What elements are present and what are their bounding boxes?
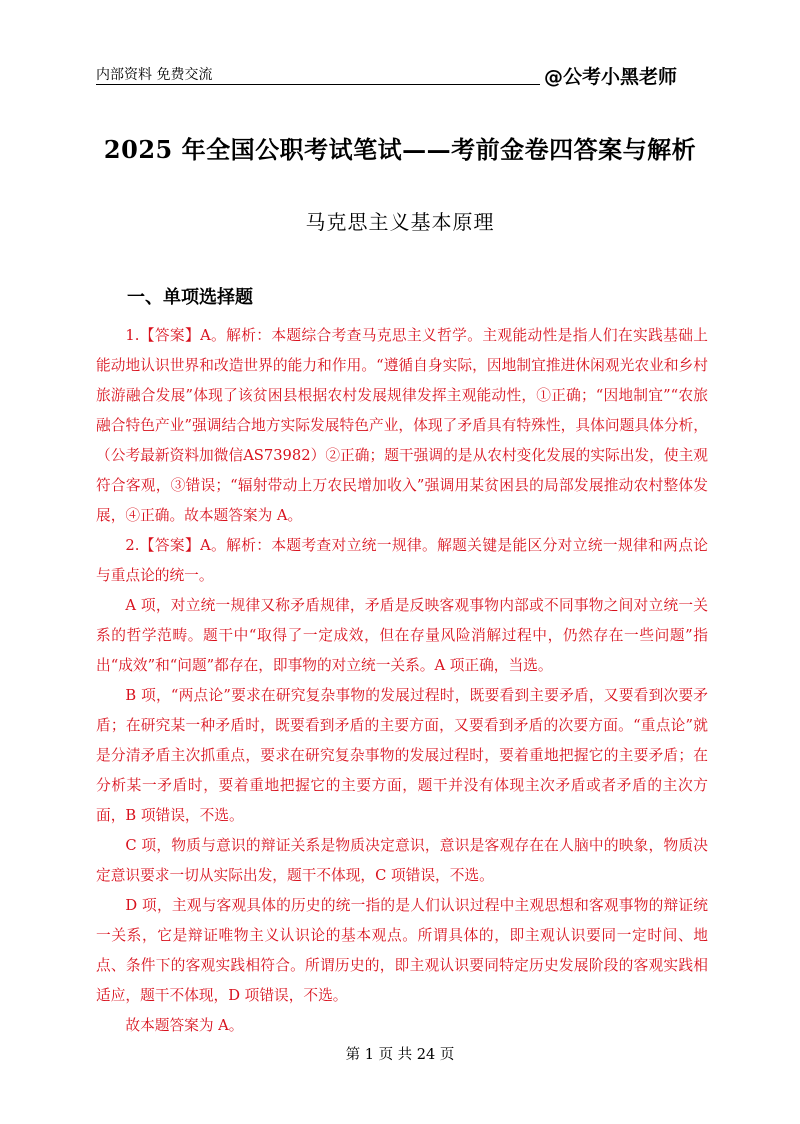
paragraph-q1-answer: 1.【答案】A。解析：本题综合考查马克思主义哲学。主观能动性是指人们在实践基础上能动地认识世界和改造世界的能力和作用。“遵循自身实际，因地制宜推进休闲观光农业和乡村旅游融合发展”体现了该贫困县根据农村发展规律发挥主观能动性，①正确；“因地制宜”“农旅融合特色产业”强调结合地方实际发展特色产业，体现了矛盾具有特殊性，具体问题具体分析，（公考最新资料加微信AS73982）②正确；题干强调的是从农村变化发展的实际出发，使主观符合客观，③错误；“辐射带动上万农民增加收入”强调用某贫困县的局部发展推动农村整体发展，④正确。故本题答案为 A。 <box>96 327 708 524</box>
document-subtitle: 马克思主义基本原理 <box>305 210 495 234</box>
section-heading: 一、单项选择题 <box>127 287 253 308</box>
paragraph-conclusion: 故本题答案为 A。 <box>125 1017 244 1034</box>
header-author: @公考小黑老师 <box>544 66 678 88</box>
page-number: 第 1 页 共 24 页 <box>345 1047 455 1063</box>
paragraph-option-a: A 项，对立统一规律又称矛盾规律，矛盾是反映客观事物内部或不同事物之间对立统一关系的哲学范畴。题干中“取得了一定成效，但在存量风险消解过程中，仍然存在一些问题”指出“成效”和“问题”都存在，即事物的对立统一关系。A 项正确，当选。 <box>96 597 708 674</box>
paragraph-option-d: D 项，主观与客观具体的历史的统一指的是人们认识过程中主观思想和客观事物的辩证统一关系，它是辩证唯物主义认识论的基本观点。所谓具体的，即主观认识要同一定时间、地点、条件下的客观实践相符合。所谓历史的，即主观认识要同特定历史发展阶段的客观实践相适应，题干不体现，D 项错误，不选。 <box>96 897 708 1004</box>
document-title: 2025 年全国公职考试笔试——考前金卷四答案与解析 <box>103 135 697 164</box>
paragraph-option-c: C 项，物质与意识的辩证关系是物质决定意识，意识是客观存在在人脑中的映象，物质决定意识要求一切从实际出发，题干不体现，C 项错误，不选。 <box>96 837 708 884</box>
paragraph-q2-answer: 2.【答案】A。解析：本题考查对立统一规律。解题关键是能区分对立统一规律和两点论与重点论的统一。 <box>96 537 708 584</box>
answer-content <box>96 321 708 1041</box>
header-left-text: 内部资料 免费交流 <box>96 67 213 83</box>
header-divider <box>96 84 540 85</box>
paragraph-option-b: B 项，“两点论”要求在研究复杂事物的发展过程时，既要看到主要矛盾，又要看到次要矛盾；在研究某一种矛盾时，既要看到矛盾的主要方面，又要看到矛盾的次要方面。“重点论”就是分清矛盾主次抓重点，要求在研究复杂事物的发展过程时，要着重地把握它的主要矛盾；在分析某一矛盾时，要着重地把握它的主要方面，题干并没有体现主次矛盾或者矛盾的主次方面，B 项错误，不选。 <box>96 687 708 824</box>
